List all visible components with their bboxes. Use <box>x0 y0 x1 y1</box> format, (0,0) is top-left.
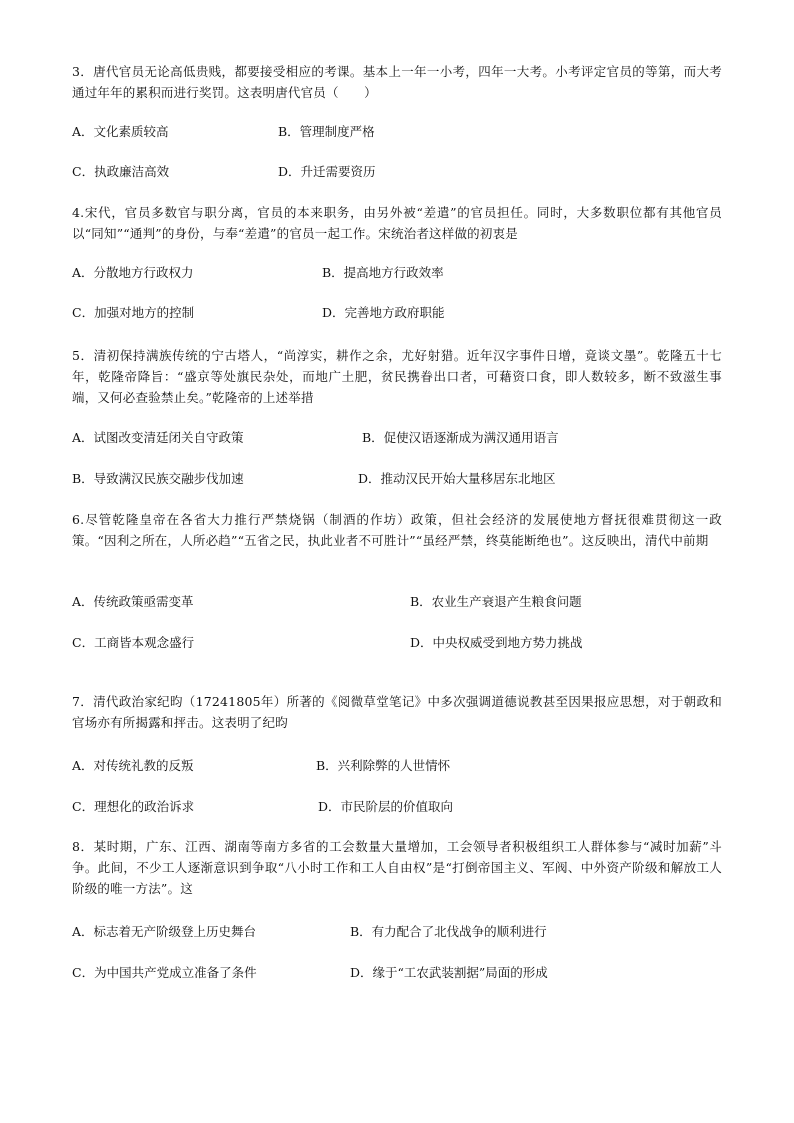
question-6-option-a[interactable]: A．传统政策亟需变革 <box>72 594 194 609</box>
question-6-option-d[interactable]: D．中央权威受到地方势力挑战 <box>410 635 583 650</box>
question-7-option-d[interactable]: D．市民阶层的价值取向 <box>318 799 454 814</box>
question-3-option-c[interactable]: C．执政廉洁高效 <box>72 164 170 179</box>
question-5-option-c[interactable]: B．导致满汉民族交融步伐加速 <box>72 471 244 486</box>
question-6-option-b[interactable]: B．农业生产衰退产生粮食问题 <box>410 594 582 609</box>
question-7-option-b[interactable]: B．兴利除弊的人世情怀 <box>316 758 451 773</box>
question-8-option-b[interactable]: B．有力配合了北伐战争的顺利进行 <box>350 924 547 939</box>
question-4-option-c[interactable]: C．加强对地方的控制 <box>72 305 195 320</box>
question-6-stem: 6.尽管乾隆皇帝在各省大力推行严禁烧锅（制酒的作坊）政策，但社会经济的发展使地方督抚很难贯彻这一政策。“因利之所在，人所必趋”“五省之民，执此业者不可胜计”“虽经严禁，终莫能断绝也”。这反映出，清代中前期 <box>72 512 722 548</box>
question-4-stem: 4.宋代，官员多数官与职分离，官员的本来职务，由另外被“差遣”的官员担任。同时，大多数职位都有其他官员以“同知”“通判”的身份，与奉“差遣”的官员一起工作。宋统治者这样做的初衷是 <box>72 205 722 241</box>
question-5-option-b[interactable]: B．促使汉语逐渐成为满汉通用语言 <box>362 430 559 445</box>
question-7-stem: 7．清代政治家纪昀（17241805年）所著的《阅微草堂笔记》中多次强调道德说教甚至因果报应思想，对于朝政和官场亦有所揭露和抨击。这表明了纪昀 <box>72 694 722 730</box>
question-8-option-d[interactable]: D．缘于“工农武装割据”局面的形成 <box>350 965 548 980</box>
question-7-option-c[interactable]: C．理想化的政治诉求 <box>72 799 195 814</box>
question-8-stem: 8．某时期，广东、江西、湖南等南方多省的工会数量大量增加，工会领导者积极组织工人群体参与“减时加薪”斗争。此间，不少工人逐渐意识到争取“八小时工作和工人自由权”是“打倒帝国主义、军阀、中外资产阶级和解放工人阶级的唯一方法”。这 <box>72 839 722 896</box>
question-6-option-c[interactable]: C．工商皆本观念盛行 <box>72 635 195 650</box>
question-3-option-b[interactable]: B．管理制度严格 <box>278 124 375 139</box>
question-8-option-a[interactable]: A．标志着无产阶级登上历史舞台 <box>72 924 257 939</box>
question-3-option-a[interactable]: A．文化素质较高 <box>72 124 169 139</box>
question-5-option-a[interactable]: A．试图改变清廷闭关自守政策 <box>72 430 244 445</box>
question-4-option-a[interactable]: A．分散地方行政权力 <box>72 265 194 280</box>
question-3-option-d[interactable]: D．升迁需要资历 <box>278 164 376 179</box>
question-8-option-c[interactable]: C．为中国共产党成立准备了条件 <box>72 965 257 980</box>
question-4-option-b[interactable]: B．提高地方行政效率 <box>322 265 444 280</box>
question-5-stem: 5．清初保持满族传统的宁古塔人，“尚淳实，耕作之余，尤好射猎。近年汉字事件日增，竟谈文墨”。乾隆五十七年，乾隆帝降旨：“盛京等处旗民杂处，而地广土肥，贫民携眷出口者，可藉资口食，即人数较多，断不致滋生事端，又何必查验禁止矣。”乾隆帝的上述举措 <box>72 348 722 405</box>
question-5-option-d[interactable]: D．推动汉民开始大量移居东北地区 <box>358 471 556 486</box>
question-3-stem: 3．唐代官员无论高低贵贱，都要接受相应的考课。基本上一年一小考，四年一大考。小考评定官员的等第，而大考通过年年的累积而进行奖罚。这表明唐代官员（ ） <box>72 64 722 100</box>
question-4-option-d[interactable]: D．完善地方政府职能 <box>322 305 445 320</box>
question-7-option-a[interactable]: A．对传统礼教的反叛 <box>72 758 194 773</box>
